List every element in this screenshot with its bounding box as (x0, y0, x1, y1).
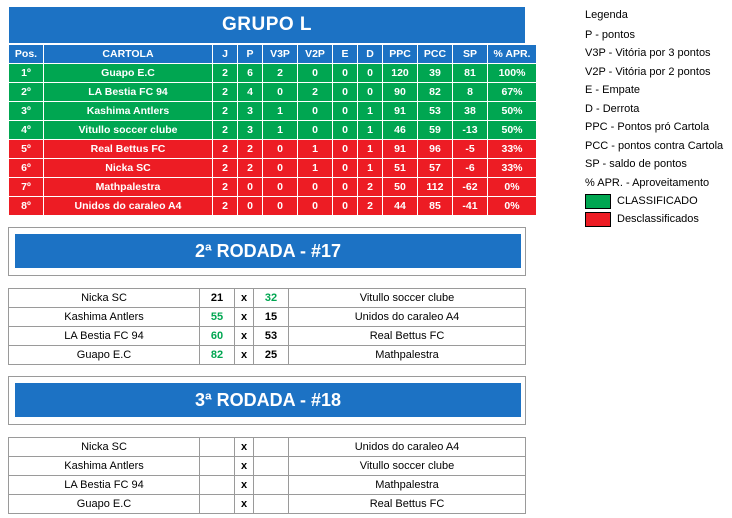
cell-pcc: 85 (418, 197, 453, 216)
cell-sp: -13 (453, 121, 488, 140)
cell-p: 2 (238, 140, 263, 159)
match-row (9, 308, 526, 327)
cell-d: 0 (358, 64, 383, 83)
column-header-apr: % APR. (488, 45, 537, 64)
match-row (9, 495, 526, 514)
cell-pos: 5º (9, 140, 44, 159)
cell-p: 4 (238, 83, 263, 102)
cell-d: 0 (358, 83, 383, 102)
match-home-score (200, 438, 235, 457)
cell-v3p: 1 (263, 102, 298, 121)
column-header-e: E (333, 45, 358, 64)
match-away-score: 15 (254, 308, 289, 327)
cell-team: Mathpalestra (44, 178, 213, 197)
cell-j: 2 (213, 197, 238, 216)
cell-j: 2 (213, 64, 238, 83)
column-header-team: CARTOLA (44, 45, 213, 64)
match-away-team: Vitullo soccer clube (289, 289, 526, 308)
match-row (9, 438, 526, 457)
match-away-score: 32 (254, 289, 289, 308)
cell-apr: 50% (488, 121, 537, 140)
cell-sp: -62 (453, 178, 488, 197)
cell-d: 2 (358, 197, 383, 216)
table-row (9, 197, 537, 216)
cell-v3p: 0 (263, 197, 298, 216)
match-away-score (254, 476, 289, 495)
qualified-color-swatch (585, 194, 611, 209)
cell-j: 2 (213, 159, 238, 178)
legend-line: % APR. - Aproveitamento (585, 176, 710, 189)
cell-v3p: 2 (263, 64, 298, 83)
table-row (9, 83, 537, 102)
cell-apr: 100% (488, 64, 537, 83)
match-away-score (254, 438, 289, 457)
cell-pcc: 39 (418, 64, 453, 83)
cell-e: 0 (333, 102, 358, 121)
legend-line: E - Empate (585, 84, 641, 96)
cell-v2p: 1 (298, 159, 333, 178)
eliminated-color-swatch (585, 212, 611, 227)
legend-line: SP - saldo de pontos (585, 158, 687, 170)
cell-pcc: 112 (418, 178, 453, 197)
match-away-team: Mathpalestra (289, 476, 526, 495)
legend (585, 6, 727, 228)
match-versus-label: x (235, 289, 254, 308)
match-away-score (254, 457, 289, 476)
cell-v2p: 0 (298, 64, 333, 83)
column-header-p: P (238, 45, 263, 64)
column-header-v2p: V2P (298, 45, 333, 64)
qualified-label: CLASSIFICADO (617, 194, 698, 207)
match-home-team: LA Bestia FC 94 (9, 327, 200, 346)
standings-table (8, 44, 537, 216)
cell-sp: 81 (453, 64, 488, 83)
cell-pos: 6º (9, 159, 44, 178)
cell-j: 2 (213, 178, 238, 197)
match-home-team: Guapo E.C (9, 346, 200, 365)
left-column (8, 6, 538, 514)
legend-qualified (585, 192, 727, 210)
match-away-score: 25 (254, 346, 289, 365)
match-home-score: 60 (200, 327, 235, 346)
legend-line: D - Derrota (585, 102, 640, 115)
cell-e: 0 (333, 64, 358, 83)
cell-d: 1 (358, 121, 383, 140)
match-row (9, 289, 526, 308)
match-versus-label: x (235, 476, 254, 495)
legend-line: V2P - Vitória por 2 pontos (585, 65, 711, 78)
column-header-ppc: PPC (383, 45, 418, 64)
cell-j: 2 (213, 83, 238, 102)
match-away-team: Unidos do caraleo A4 (289, 308, 526, 327)
match-row (9, 346, 526, 365)
match-row (9, 327, 526, 346)
legend-line: PPC - Pontos pró Cartola (585, 121, 710, 133)
cell-j: 2 (213, 140, 238, 159)
round3-section (8, 376, 526, 425)
cell-d: 2 (358, 178, 383, 197)
match-away-team: Real Bettus FC (289, 327, 526, 346)
match-home-score: 82 (200, 346, 235, 365)
match-away-team: Vitullo soccer clube (289, 457, 526, 476)
cell-v3p: 1 (263, 121, 298, 140)
table-row (9, 140, 537, 159)
cell-pcc: 96 (418, 140, 453, 159)
match-home-score (200, 457, 235, 476)
match-versus-label: x (235, 438, 254, 457)
cell-p: 6 (238, 64, 263, 83)
group-title-banner: GRUPO L (8, 6, 526, 44)
cell-v3p: 0 (263, 178, 298, 197)
eliminated-label: Desclassificados (617, 212, 699, 225)
column-header-sp: SP (453, 45, 488, 64)
match-away-score: 53 (254, 327, 289, 346)
match-away-score (254, 495, 289, 514)
match-home-team: LA Bestia FC 94 (9, 476, 200, 495)
round3-matches-body (9, 438, 526, 514)
cell-team: Real Bettus FC (44, 140, 213, 159)
cell-team: LA Bestia FC 94 (44, 83, 213, 102)
cell-ppc: 91 (383, 140, 418, 159)
cell-j: 2 (213, 121, 238, 140)
cell-e: 0 (333, 140, 358, 159)
match-versus-label: x (235, 327, 254, 346)
cell-p: 3 (238, 102, 263, 121)
cell-v3p: 0 (263, 140, 298, 159)
cell-ppc: 50 (383, 178, 418, 197)
table-row (9, 102, 537, 121)
table-row (9, 159, 537, 178)
column-header-d: D (358, 45, 383, 64)
legend-line: PCC - pontos contra Cartola (585, 139, 724, 152)
match-home-score: 21 (200, 289, 235, 308)
cell-d: 1 (358, 140, 383, 159)
match-versus-label: x (235, 495, 254, 514)
cell-pos: 4º (9, 121, 44, 140)
cell-v3p: 0 (263, 159, 298, 178)
cell-apr: 33% (488, 159, 537, 178)
match-home-team: Nicka SC (9, 438, 200, 457)
round3-matches-table (8, 437, 526, 514)
cell-e: 0 (333, 159, 358, 178)
standings-body (9, 64, 537, 216)
cell-team: Vitullo soccer clube (44, 121, 213, 140)
match-away-team: Mathpalestra (289, 346, 526, 365)
cell-sp: 38 (453, 102, 488, 121)
cell-v2p: 1 (298, 140, 333, 159)
cell-p: 0 (238, 178, 263, 197)
round3-title-banner: 3ª RODADA - #18 (14, 382, 522, 418)
standings-header-row (9, 45, 537, 64)
column-header-j: J (213, 45, 238, 64)
match-home-team: Kashima Antlers (9, 308, 200, 327)
legend-eliminated (585, 210, 727, 228)
round2-matches-body (9, 289, 526, 365)
cell-d: 1 (358, 102, 383, 121)
match-versus-label: x (235, 308, 254, 327)
match-home-score (200, 476, 235, 495)
match-home-team: Guapo E.C (9, 495, 200, 514)
cell-apr: 0% (488, 197, 537, 216)
cell-e: 0 (333, 121, 358, 140)
cell-v2p: 0 (298, 197, 333, 216)
round2-title-banner: 2ª RODADA - #17 (14, 233, 522, 269)
cell-pos: 3º (9, 102, 44, 121)
cell-pos: 8º (9, 197, 44, 216)
cell-team: Guapo E.C (44, 64, 213, 83)
legend-line: P - pontos (585, 28, 635, 41)
column-header-pos: Pos. (9, 45, 44, 64)
match-home-team: Nicka SC (9, 289, 200, 308)
cell-team: Kashima Antlers (44, 102, 213, 121)
cell-p: 2 (238, 159, 263, 178)
cell-v2p: 2 (298, 83, 333, 102)
legend-title: Legenda (585, 9, 628, 21)
cell-j: 2 (213, 102, 238, 121)
cell-ppc: 44 (383, 197, 418, 216)
table-row (9, 64, 537, 83)
match-row (9, 457, 526, 476)
cell-v3p: 0 (263, 83, 298, 102)
cell-sp: 8 (453, 83, 488, 102)
match-home-score: 55 (200, 308, 235, 327)
cell-e: 0 (333, 83, 358, 102)
cell-d: 1 (358, 159, 383, 178)
cell-pos: 7º (9, 178, 44, 197)
cell-ppc: 120 (383, 64, 418, 83)
round2-section (8, 227, 526, 276)
legend-line: V3P - Vitória por 3 pontos (585, 47, 711, 59)
cell-sp: -6 (453, 159, 488, 178)
table-row (9, 121, 537, 140)
cell-apr: 0% (488, 178, 537, 197)
match-versus-label: x (235, 457, 254, 476)
column-header-pcc: PCC (418, 45, 453, 64)
cell-ppc: 51 (383, 159, 418, 178)
cell-v2p: 0 (298, 102, 333, 121)
match-row (9, 476, 526, 495)
cell-p: 3 (238, 121, 263, 140)
match-home-score (200, 495, 235, 514)
cell-sp: -5 (453, 140, 488, 159)
table-row (9, 178, 537, 197)
column-header-v3p: V3P (263, 45, 298, 64)
match-away-team: Unidos do caraleo A4 (289, 438, 526, 457)
cell-e: 0 (333, 178, 358, 197)
cell-pcc: 53 (418, 102, 453, 121)
cell-apr: 50% (488, 102, 537, 121)
cell-sp: -41 (453, 197, 488, 216)
cell-p: 0 (238, 197, 263, 216)
cell-ppc: 90 (383, 83, 418, 102)
match-versus-label: x (235, 346, 254, 365)
cell-pcc: 82 (418, 83, 453, 102)
cell-pos: 1º (9, 64, 44, 83)
cell-v2p: 0 (298, 121, 333, 140)
legend-lines (585, 26, 727, 193)
cell-v2p: 0 (298, 178, 333, 197)
cell-apr: 67% (488, 83, 537, 102)
match-home-team: Kashima Antlers (9, 457, 200, 476)
cell-pcc: 57 (418, 159, 453, 178)
cell-apr: 33% (488, 140, 537, 159)
cell-e: 0 (333, 197, 358, 216)
cell-pos: 2º (9, 83, 44, 102)
cell-pcc: 59 (418, 121, 453, 140)
match-away-team: Real Bettus FC (289, 495, 526, 514)
cell-team: Nicka SC (44, 159, 213, 178)
cell-ppc: 46 (383, 121, 418, 140)
cell-team: Unidos do caraleo A4 (44, 197, 213, 216)
cell-ppc: 91 (383, 102, 418, 121)
round2-matches-table (8, 288, 526, 365)
